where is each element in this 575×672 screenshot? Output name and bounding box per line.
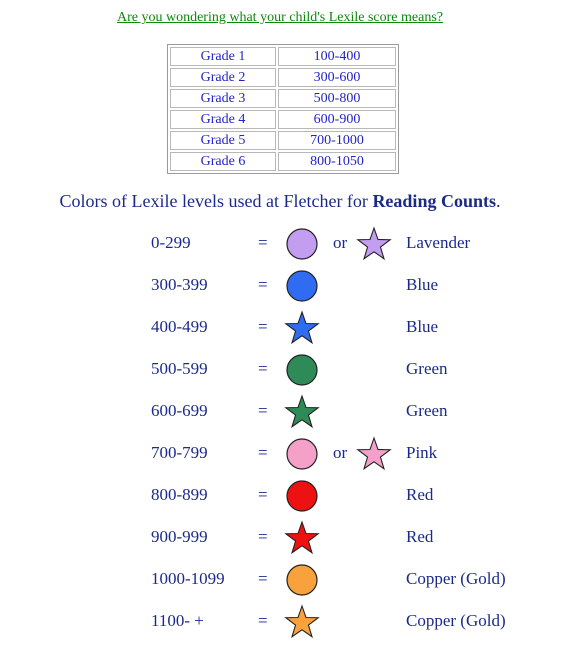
- level-shape-alt: [356, 226, 392, 262]
- level-shape: [284, 226, 320, 262]
- grade-cell: Grade 6: [170, 152, 276, 171]
- level-shape: [284, 436, 320, 472]
- lexile-info-link[interactable]: Are you wondering what your child's Lexile score means?: [117, 10, 443, 25]
- or-label: or: [333, 443, 348, 462]
- lexile-level-row: [0, 433, 575, 475]
- star-icon: [284, 604, 320, 640]
- level-range-label: 900-999: [151, 527, 208, 546]
- level-shape: [284, 352, 320, 388]
- level-range-label: 400-499: [151, 317, 208, 336]
- equals-sign: =: [258, 527, 268, 546]
- lexile-level-row: [0, 391, 575, 433]
- circle-icon: [284, 226, 320, 262]
- equals-sign: =: [258, 611, 268, 630]
- heading-suffix: .: [495, 191, 501, 211]
- star-icon: [284, 394, 320, 430]
- level-color-name: Blue: [406, 275, 439, 294]
- grade-cell: Grade 3: [170, 89, 276, 108]
- lexile-level-row: [0, 601, 575, 643]
- lexile-range-cell: 500-800: [278, 89, 396, 108]
- level-color-name: Blue: [406, 317, 439, 336]
- circle-icon: [284, 562, 320, 598]
- table-row: [170, 152, 396, 171]
- level-shape: [284, 268, 320, 304]
- lexile-level-row: [0, 349, 575, 391]
- level-range-label: 600-699: [151, 401, 208, 420]
- equals-sign: =: [258, 569, 268, 588]
- table-row: [170, 89, 396, 108]
- circle-icon: [284, 436, 320, 472]
- lexile-level-row: [0, 475, 575, 517]
- level-range-label: 1100- +: [151, 611, 204, 630]
- level-color-name: Copper (Gold): [406, 611, 506, 630]
- level-color-name: Lavender: [406, 233, 471, 252]
- level-shape: [284, 394, 320, 430]
- equals-sign: =: [258, 443, 268, 462]
- level-shape: [284, 310, 320, 346]
- heading-bold-text: Reading Counts: [372, 191, 496, 211]
- level-color-name: Green: [406, 359, 448, 378]
- circle-icon: [284, 352, 320, 388]
- or-label: or: [333, 233, 348, 252]
- equals-sign: =: [258, 359, 268, 378]
- level-color-name: Red: [406, 527, 434, 546]
- grade-cell: Grade 5: [170, 131, 276, 150]
- level-range-label: 800-899: [151, 485, 208, 504]
- table-row: [170, 47, 396, 66]
- grade-cell: Grade 4: [170, 110, 276, 129]
- level-range-label: 1000-1099: [151, 569, 225, 588]
- grade-lexile-table: [167, 44, 399, 174]
- lexile-level-row: [0, 559, 575, 601]
- level-range-label: 0-299: [151, 233, 191, 252]
- lexile-range-cell: 800-1050: [278, 152, 396, 171]
- level-color-name: Green: [406, 401, 448, 420]
- level-range-label: 700-799: [151, 443, 208, 462]
- star-icon: [284, 520, 320, 556]
- level-color-name: Red: [406, 485, 434, 504]
- table-row: [170, 131, 396, 150]
- lexile-range-cell: 100-400: [278, 47, 396, 66]
- heading-text: Colors of Lexile levels used at Fletcher for: [59, 191, 373, 211]
- level-shape-alt: [356, 436, 392, 472]
- equals-sign: =: [258, 317, 268, 336]
- lexile-range-cell: 300-600: [278, 68, 396, 87]
- star-icon: [356, 226, 392, 262]
- table-row: [170, 68, 396, 87]
- lexile-level-row: [0, 223, 575, 265]
- lexile-level-row: [0, 517, 575, 559]
- level-range-label: 300-399: [151, 275, 208, 294]
- level-color-name: Pink: [406, 443, 438, 462]
- level-shape: [284, 478, 320, 514]
- lexile-level-row: [0, 265, 575, 307]
- lexile-level-row: [0, 307, 575, 349]
- levels-heading: [0, 191, 560, 212]
- level-range-label: 500-599: [151, 359, 208, 378]
- equals-sign: =: [258, 485, 268, 504]
- level-shape: [284, 604, 320, 640]
- equals-sign: =: [258, 275, 268, 294]
- circle-icon: [284, 478, 320, 514]
- equals-sign: =: [258, 401, 268, 420]
- level-shape: [284, 520, 320, 556]
- equals-sign: =: [258, 233, 268, 252]
- level-shape: [284, 562, 320, 598]
- star-icon: [356, 436, 392, 472]
- table-row: [170, 110, 396, 129]
- star-icon: [284, 310, 320, 346]
- level-color-name: Copper (Gold): [406, 569, 506, 588]
- lexile-range-cell: 600-900: [278, 110, 396, 129]
- circle-icon: [284, 268, 320, 304]
- lexile-range-cell: 700-1000: [278, 131, 396, 150]
- grade-cell: Grade 1: [170, 47, 276, 66]
- grade-cell: Grade 2: [170, 68, 276, 87]
